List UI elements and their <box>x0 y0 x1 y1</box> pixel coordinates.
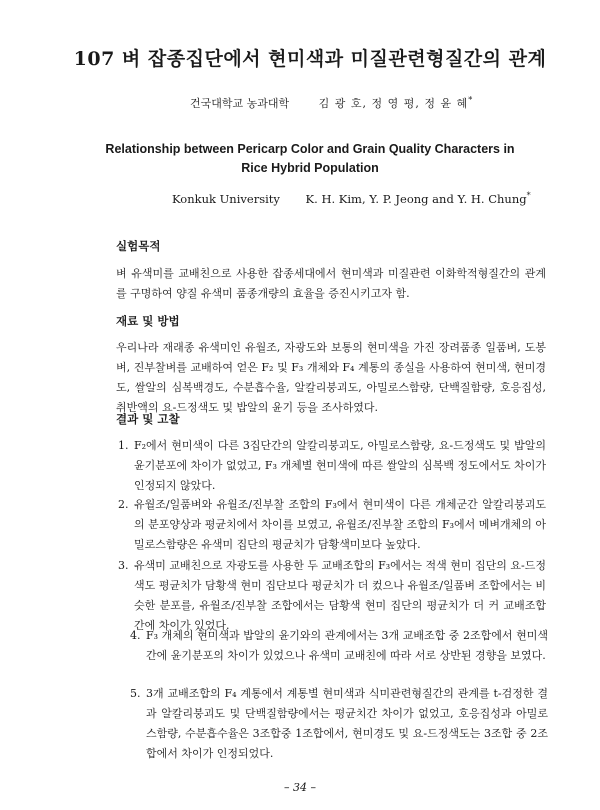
result-item-text: F₃ 개체의 현미색과 밥알의 윤기와의 관계에서는 3개 교배조합 중 2조합에서 현미색간에 윤기분포의 차이가 있었으나 유색미 교배친에 따라 서로 상반된 경향을 보였다. <box>146 629 548 662</box>
english-author-names: K. H. Kim, Y. P. Jeong and Y. H. Chung <box>305 192 527 206</box>
corresponding-author-mark: * <box>526 191 531 201</box>
korean-affiliation: 건국대학교 농과대학 <box>190 97 290 110</box>
result-item-text: 3개 교배조합의 F₄ 계통에서 계통별 현미색과 식미관련형질간의 관계를 t-검정한 결과 알칼리붕괴도 및 단백질함량에서는 평균치간 차이가 없었고, 호응집성과 아밀로스함량, 수분흡수율은 3조합중 1조합에서, 현미경도 및 요-드정색도는 3조합 중 2조합에서 차이가 인정되었다. <box>146 687 548 760</box>
result-item-number: 4. <box>130 629 141 642</box>
corresponding-author-mark: * <box>468 95 473 105</box>
result-item-number: 2. <box>118 498 129 511</box>
korean-authors-line <box>190 95 510 111</box>
english-affiliation: Konkuk University <box>172 192 280 206</box>
english-title: Relationship between Pericarp Color and Grain Quality Characters in Rice Hybrid Population <box>105 142 515 175</box>
result-item-number: 5. <box>130 687 141 700</box>
result-item-number: 1. <box>118 439 129 452</box>
objective-paragraph: 벼 유색미를 교배친으로 사용한 잡종세대에서 현미색과 미질관련 이화학적형질간의 관계를 구명하여 양질 유색미 품종개량의 효율을 증진시키고자 함. <box>116 267 546 300</box>
objective-heading: 실험목적 <box>116 239 161 253</box>
results-heading: 결과 및 고찰 <box>116 412 180 426</box>
result-item-text: F₂에서 현미색이 다른 3집단간의 알칼리붕괴도, 아밀로스함량, 요-드정색도 및 밥알의 윤기분포에 차이가 없었고, F₃ 개체별 현미색에 따른 쌀알의 심복백 정도에서도 차이가 인정되지 않았다. <box>134 439 546 492</box>
korean-title: 107 벼 잡종집단에서 현미색과 미질관련형질간의 관계 <box>73 48 547 70</box>
result-item-5 <box>130 684 548 764</box>
result-item-2 <box>118 495 546 555</box>
page-number: – 34 – <box>284 781 316 794</box>
english-authors-line <box>172 192 532 206</box>
korean-author-names: 김 광 호, 정 영 평, 정 윤 혜 <box>318 97 469 110</box>
result-item-1 <box>118 436 546 496</box>
result-item-number: 3. <box>118 559 129 572</box>
methods-paragraph: 우리나라 재래종 유색미인 유월조, 자광도와 보통의 현미색을 가진 장려품종 일품벼, 도봉벼, 진부찰벼를 교배하여 얻은 F₂ 및 F₃ 개체와 F₄ 계통의 종실을 사용하여 현미색, 현미경도, 쌀알의 심복백경도, 수분흡수율, 알칼리붕괴도, 아밀로스함량, 단백질함량, 호응집성, 취반액의 요-드정색도 및 밥알의 윤기 등을 조사하였다. <box>116 341 546 414</box>
methods-heading: 재료 및 방법 <box>116 314 180 328</box>
result-item-3 <box>118 556 546 636</box>
result-item-text: 유색미 교배친으로 자광도를 사용한 두 교배조합의 F₃에서는 적색 현미 집단의 요-드정색도 평균치가 담황색 현미 집단보다 평균치가 더 컸으나 유월조/일품벼 조합에서는 비슷한 분포를, 유월조/진부찰 조합에서는 담황색 현미 집단의 평균치가 더 커 교배조합간에 차이가 있었다. <box>134 559 547 632</box>
result-item-text: 유월조/일품벼와 유월조/진부찰 조합의 F₃에서 현미색이 다른 개체군간 알칼리붕괴도의 분포양상과 평균치에서 차이를 보였고, 유월조/진부찰 조합의 F₃에서 메벼개체의 아밀로스함량은 유색미 집단의 평균치가 담황색미보다 높았다. <box>134 498 546 551</box>
result-item-4 <box>130 626 548 666</box>
